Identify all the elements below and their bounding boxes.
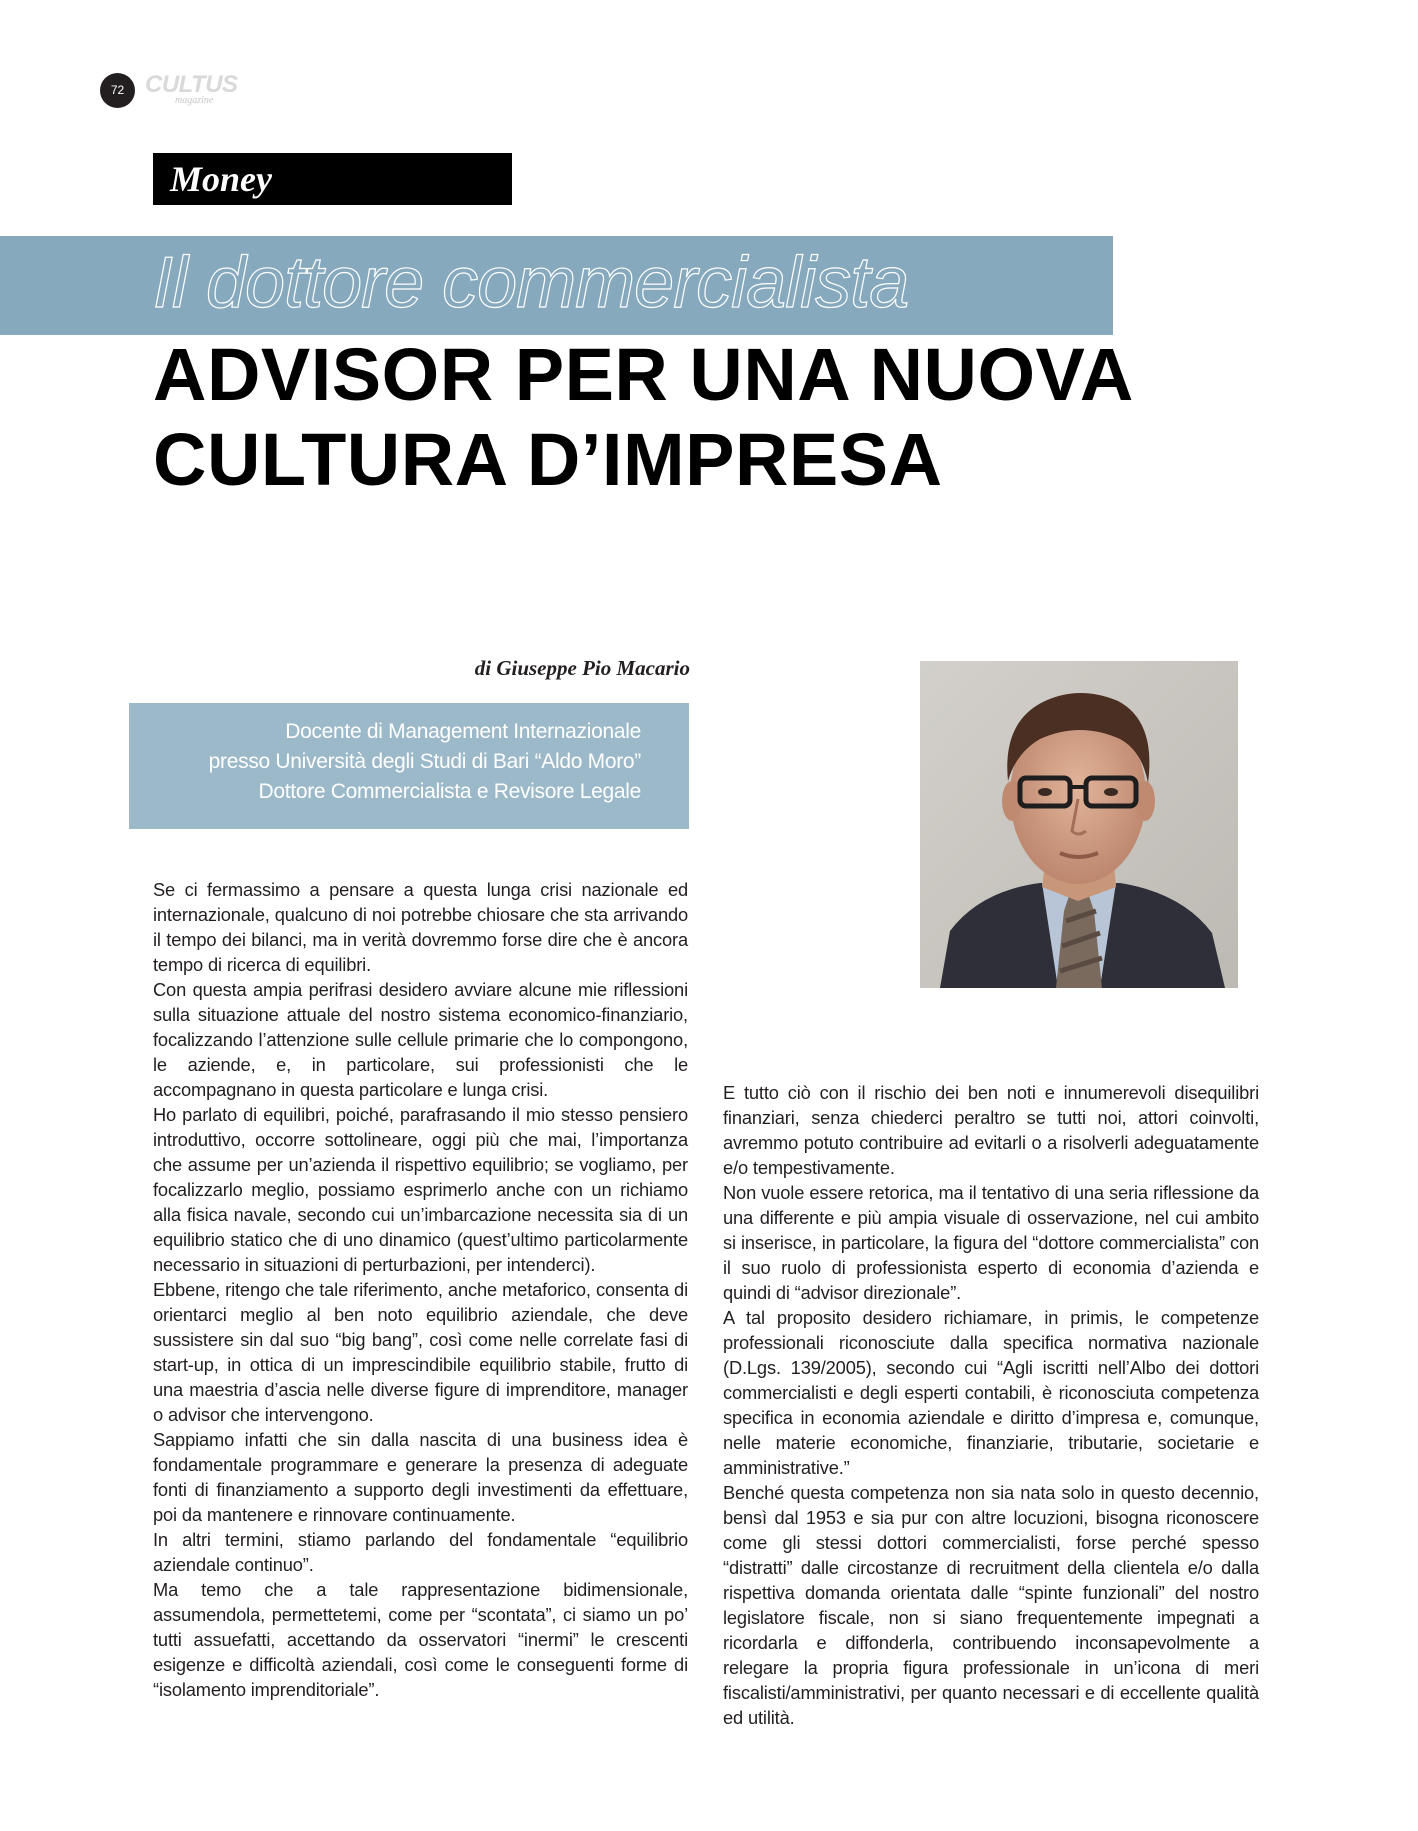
byline: di Giuseppe Pio Macario xyxy=(474,656,690,680)
article-column-left xyxy=(153,877,688,1702)
author-credential-line-3: Dottore Commercialista e Revisore Legale xyxy=(258,780,641,803)
article-kicker: Il dottore commercialista xyxy=(153,243,909,323)
page-number: 72 xyxy=(100,73,135,108)
section-label-text: Money xyxy=(170,159,272,199)
magazine-logo xyxy=(145,71,238,108)
paragraph: In altri termini, stiamo parlando del fondamentale “equilibrio aziendale continuo”. xyxy=(153,1529,688,1575)
paragraph: Ho parlato di equilibri, poiché, parafrasando il mio stesso pensiero introduttivo, occorre sottolineare, oggi più che mai, l’importanza che assume per un’azienda il rispettivo equilibrio; se vogliamo, per focalizzarlo meglio, possiamo esprimerlo anche con un richiamo alla fisica navale, secondo cui un’imbarcazione necessita sia di un equilibrio statico che di uno dinamico (quest’ultimo particolarmente necessario in situazioni di perturbazioni, per intenderci). xyxy=(153,1104,688,1275)
author-credential-line-1: Docente di Management Internazionale xyxy=(285,720,641,743)
paragraph: Non vuole essere retorica, ma il tentativo di una seria riflessione da una differente e più ampia visuale di osservazione, nel cui ambito si inserisce, in particolare, la figura del “dottore commercialista” con il suo ruolo di professionista esperto di economia d’azienda e quindi di “advisor direzionale”. xyxy=(723,1182,1259,1303)
logo-name: CULTUS xyxy=(145,71,238,98)
author-credentials-box xyxy=(129,703,689,829)
section-label xyxy=(153,153,512,205)
paragraph: Sappiamo infatti che sin dalla nascita di una business idea è fondamentale programmare e generare la presenza di adeguate fonti di finanziamento a supporto degli investimenti da effettuare, poi da mantenere e rinnovare continuamente. xyxy=(153,1429,688,1525)
paragraph: E tutto ciò con il rischio dei ben noti e innumerevoli disequilibri finanziari, senza chiederci peraltro se tutti noi, attori coinvolti, avremmo potuto contribuire ad evitarli o a risolverli adeguatamente e/o tempestivamente. xyxy=(723,1082,1259,1178)
article-headline xyxy=(153,332,1134,502)
article-column-right xyxy=(723,1080,1259,1730)
headline-line-2: CULTURA D’IMPRESA xyxy=(153,418,943,501)
paragraph: Ma temo che a tale rappresentazione bidimensionale, assumendola, permettetemi, come per “scontata”, ci siamo un po’ tutti assuefatti, accettando da osservatori “inermi” le crescenti esigenze e difficoltà aziendali, così come le conseguenti forme di “isolamento imprenditoriale”. xyxy=(153,1579,688,1700)
author-portrait-photo xyxy=(920,661,1238,988)
logo-subtitle: magazine xyxy=(175,95,214,106)
paragraph: Se ci fermassimo a pensare a questa lunga crisi nazionale ed internazionale, qualcuno di noi potrebbe chiosare che sta arrivando il tempo dei bilanci, ma in verità dovremmo forse dire che è ancora tempo di ricerca di equilibri. xyxy=(153,879,688,975)
paragraph: Con questa ampia perifrasi desidero avviare alcune mie riflessioni sulla situazione attuale del nostro sistema economico-finanziario, focalizzando l’attenzione sulle cellule primarie che lo compongono, le aziende, e, in particolare, sui professionisti che le accompagnano in questa particolare e lunga crisi. xyxy=(153,979,688,1100)
paragraph: Ebbene, ritengo che tale riferimento, anche metaforico, consenta di orientarci meglio al ben noto equilibrio aziendale, che deve sussistere sin dal suo “big bang”, così come nelle correlate fasi di start-up, in ottica di un imprescindibile equilibrio stabile, frutto di una maestria d’ascia nelle diverse figure di imprenditore, manager o advisor che intervengono. xyxy=(153,1279,688,1425)
author-credential-line-2: presso Università degli Studi di Bari “Aldo Moro” xyxy=(208,750,641,773)
paragraph: A tal proposito desidero richiamare, in primis, le competenze professionali riconosciute dalla specifica normativa nazionale (D.Lgs. 139/2005), secondo cui “Agli iscritti nell’Albo dei dottori commercialisti e degli esperti contabili, è riconosciuta competenza specifica in economia aziendale e diritto d’impresa e, comunque, nelle materie economiche, finanziarie, tributarie, societarie e amministrative.” xyxy=(723,1307,1259,1478)
paragraph: Benché questa competenza non sia nata solo in questo decennio, bensì dal 1953 e sia pur con altre locuzioni, bisogna riconoscere come gli stessi dottori commercialisti, forse perché spesso “distratti” dalle circostanze di recruitment della clientela e/o dalla rispettiva domanda orientata dalle “spinte funzionali” del nostro legislatore fiscale, non si siano frequentemente impegnati a ricordarla e diffonderla, contribuendo inconsapevolmente a relegare la propria figura professionale in un’icona di meri fiscalisti/amministrativi, per quanto necessari e di eccellente qualità ed utilità. xyxy=(723,1482,1259,1728)
headline-line-1: ADVISOR PER UNA NUOVA xyxy=(153,333,1134,416)
